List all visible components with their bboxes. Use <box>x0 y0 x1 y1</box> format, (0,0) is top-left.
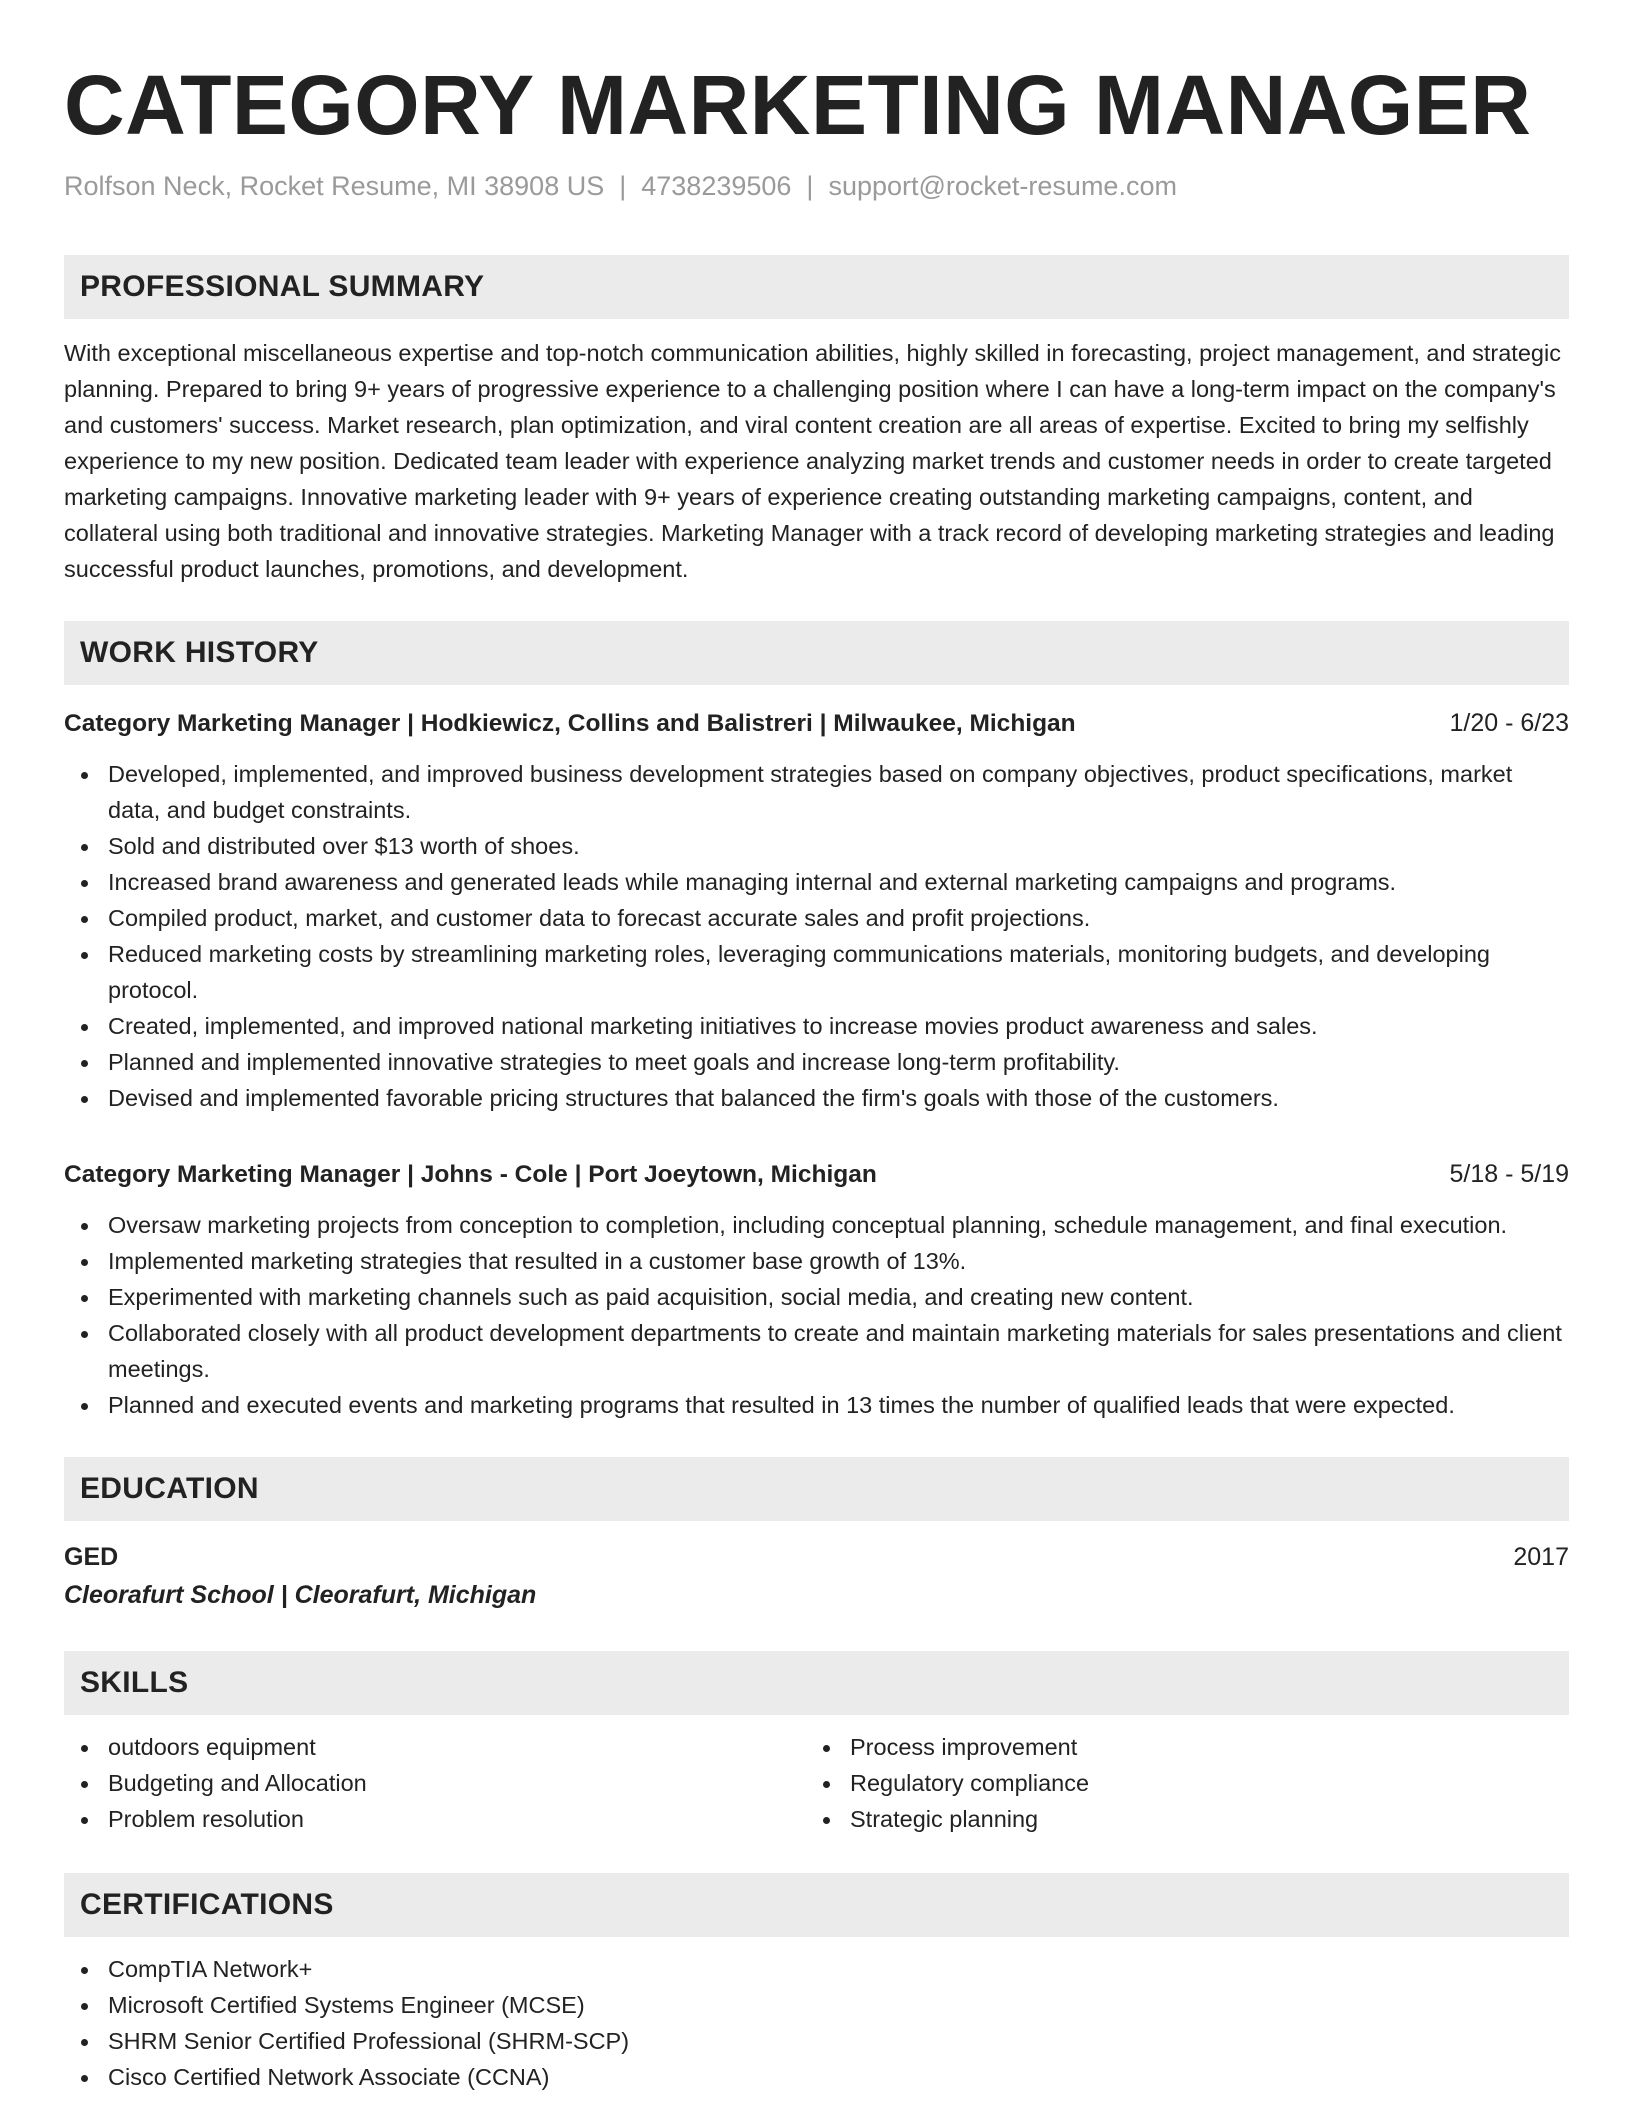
job-title: Category Marketing Manager | Johns - Cole | Port Joeytown, Michigan <box>64 1161 877 1188</box>
certification-item: Microsoft Certified Systems Engineer (MCSE) <box>108 1987 1569 2023</box>
education-degree: GED <box>64 1543 119 1571</box>
skill-item: Budgeting and Allocation <box>108 1765 806 1801</box>
skills-list <box>64 1729 806 1837</box>
skill-item: Process improvement <box>850 1729 1548 1765</box>
contact-address: Rolfson Neck, Rocket Resume, MI 38908 US <box>64 171 605 201</box>
contact-line <box>64 168 1569 204</box>
certifications-list <box>64 1951 1569 2095</box>
job-bullet: Created, implemented, and improved national marketing initiatives to increase movies product awareness and sales. <box>108 1008 1569 1044</box>
job-bullet-list <box>64 1207 1569 1423</box>
skill-item: Regulatory compliance <box>850 1765 1548 1801</box>
section-heading-summary: PROFESSIONAL SUMMARY <box>64 255 1569 319</box>
job-entry <box>64 1156 1569 1423</box>
section-heading-skills: SKILLS <box>64 1651 1569 1715</box>
skills-column-left <box>64 1729 806 1837</box>
job-bullet: Sold and distributed over $13 worth of shoes. <box>108 828 1569 864</box>
job-header <box>64 705 1569 742</box>
skills-grid <box>64 1729 1569 1837</box>
section-heading-education: EDUCATION <box>64 1457 1569 1521</box>
certification-item: CompTIA Network+ <box>108 1951 1569 1987</box>
contact-separator: | <box>619 171 627 201</box>
job-bullet-list <box>64 756 1569 1116</box>
education-school: Cleorafurt School | Cleorafurt, Michigan <box>64 1581 537 1609</box>
skill-item: Problem resolution <box>108 1801 806 1837</box>
section-heading-certifications: CERTIFICATIONS <box>64 1873 1569 1937</box>
job-entry <box>64 705 1569 1116</box>
education-year: 2017 <box>1513 1543 1569 1571</box>
job-header <box>64 1156 1569 1193</box>
contact-email: support@rocket-resume.com <box>828 171 1177 201</box>
skill-item: Strategic planning <box>850 1801 1548 1837</box>
job-bullet: Increased brand awareness and generated leads while managing internal and external marketing campaigns and programs. <box>108 864 1569 900</box>
job-dates: 5/18 - 5/19 <box>1449 1160 1569 1188</box>
job-bullet: Implemented marketing strategies that resulted in a customer base growth of 13%. <box>108 1243 1569 1279</box>
job-bullet: Developed, implemented, and improved business development strategies based on company objectives, product specifications, market data, and budget constraints. <box>108 756 1569 828</box>
skills-column-right <box>806 1729 1548 1837</box>
education-entry <box>64 1539 1569 1575</box>
job-bullet: Experimented with marketing channels such as paid acquisition, social media, and creating new content. <box>108 1279 1569 1315</box>
job-bullet: Compiled product, market, and customer data to forecast accurate sales and profit projections. <box>108 900 1569 936</box>
section-heading-work-history: WORK HISTORY <box>64 621 1569 685</box>
job-bullet: Collaborated closely with all product development departments to create and maintain marketing materials for sales presentations and client meetings. <box>108 1315 1569 1387</box>
certification-item: Cisco Certified Network Associate (CCNA) <box>108 2059 1569 2095</box>
contact-separator: | <box>806 171 814 201</box>
contact-phone: 4738239506 <box>641 171 792 201</box>
job-bullet: Oversaw marketing projects from conception to completion, including conceptual planning, schedule management, and final execution. <box>108 1207 1569 1243</box>
job-bullet: Devised and implemented favorable pricing structures that balanced the firm's goals with those of the customers. <box>108 1080 1569 1116</box>
job-bullet: Planned and implemented innovative strategies to meet goals and increase long-term profitability. <box>108 1044 1569 1080</box>
certification-item: SHRM Senior Certified Professional (SHRM-SCP) <box>108 2023 1569 2059</box>
skill-item: outdoors equipment <box>108 1729 806 1765</box>
job-dates: 1/20 - 6/23 <box>1449 709 1569 737</box>
job-bullet: Planned and executed events and marketing programs that resulted in 13 times the number of qualified leads that were expected. <box>108 1387 1569 1423</box>
job-title: Category Marketing Manager | Hodkiewicz, Collins and Balistreri | Milwaukee, Michigan <box>64 710 1076 737</box>
job-bullet: Reduced marketing costs by streamlining marketing roles, leveraging communications materials, monitoring budgets, and developing protocol. <box>108 936 1569 1008</box>
summary-text: With exceptional miscellaneous expertise and top-notch communication abilities, highly skilled in forecasting, project management, and strategic planning. Prepared to bring 9+ years of progressive experience to a challenging position where I can have a long-term impact on the company's and customers' success. Market research, plan optimization, and viral content creation are all areas of expertise. Excited to bring my selfishly experience to my new position. Dedicated team leader with experience analyzing market trends and customer needs in order to create targeted marketing campaigns. Innovative marketing leader with 9+ years of experience creating outstanding marketing campaigns, content, and collateral using both traditional and innovative strategies. Marketing Manager with a track record of developing marketing strategies and leading successful product launches, promotions, and development. <box>64 340 1561 582</box>
skills-list <box>806 1729 1548 1837</box>
candidate-title: CATEGORY MARKETING MANAGER <box>64 58 1532 152</box>
